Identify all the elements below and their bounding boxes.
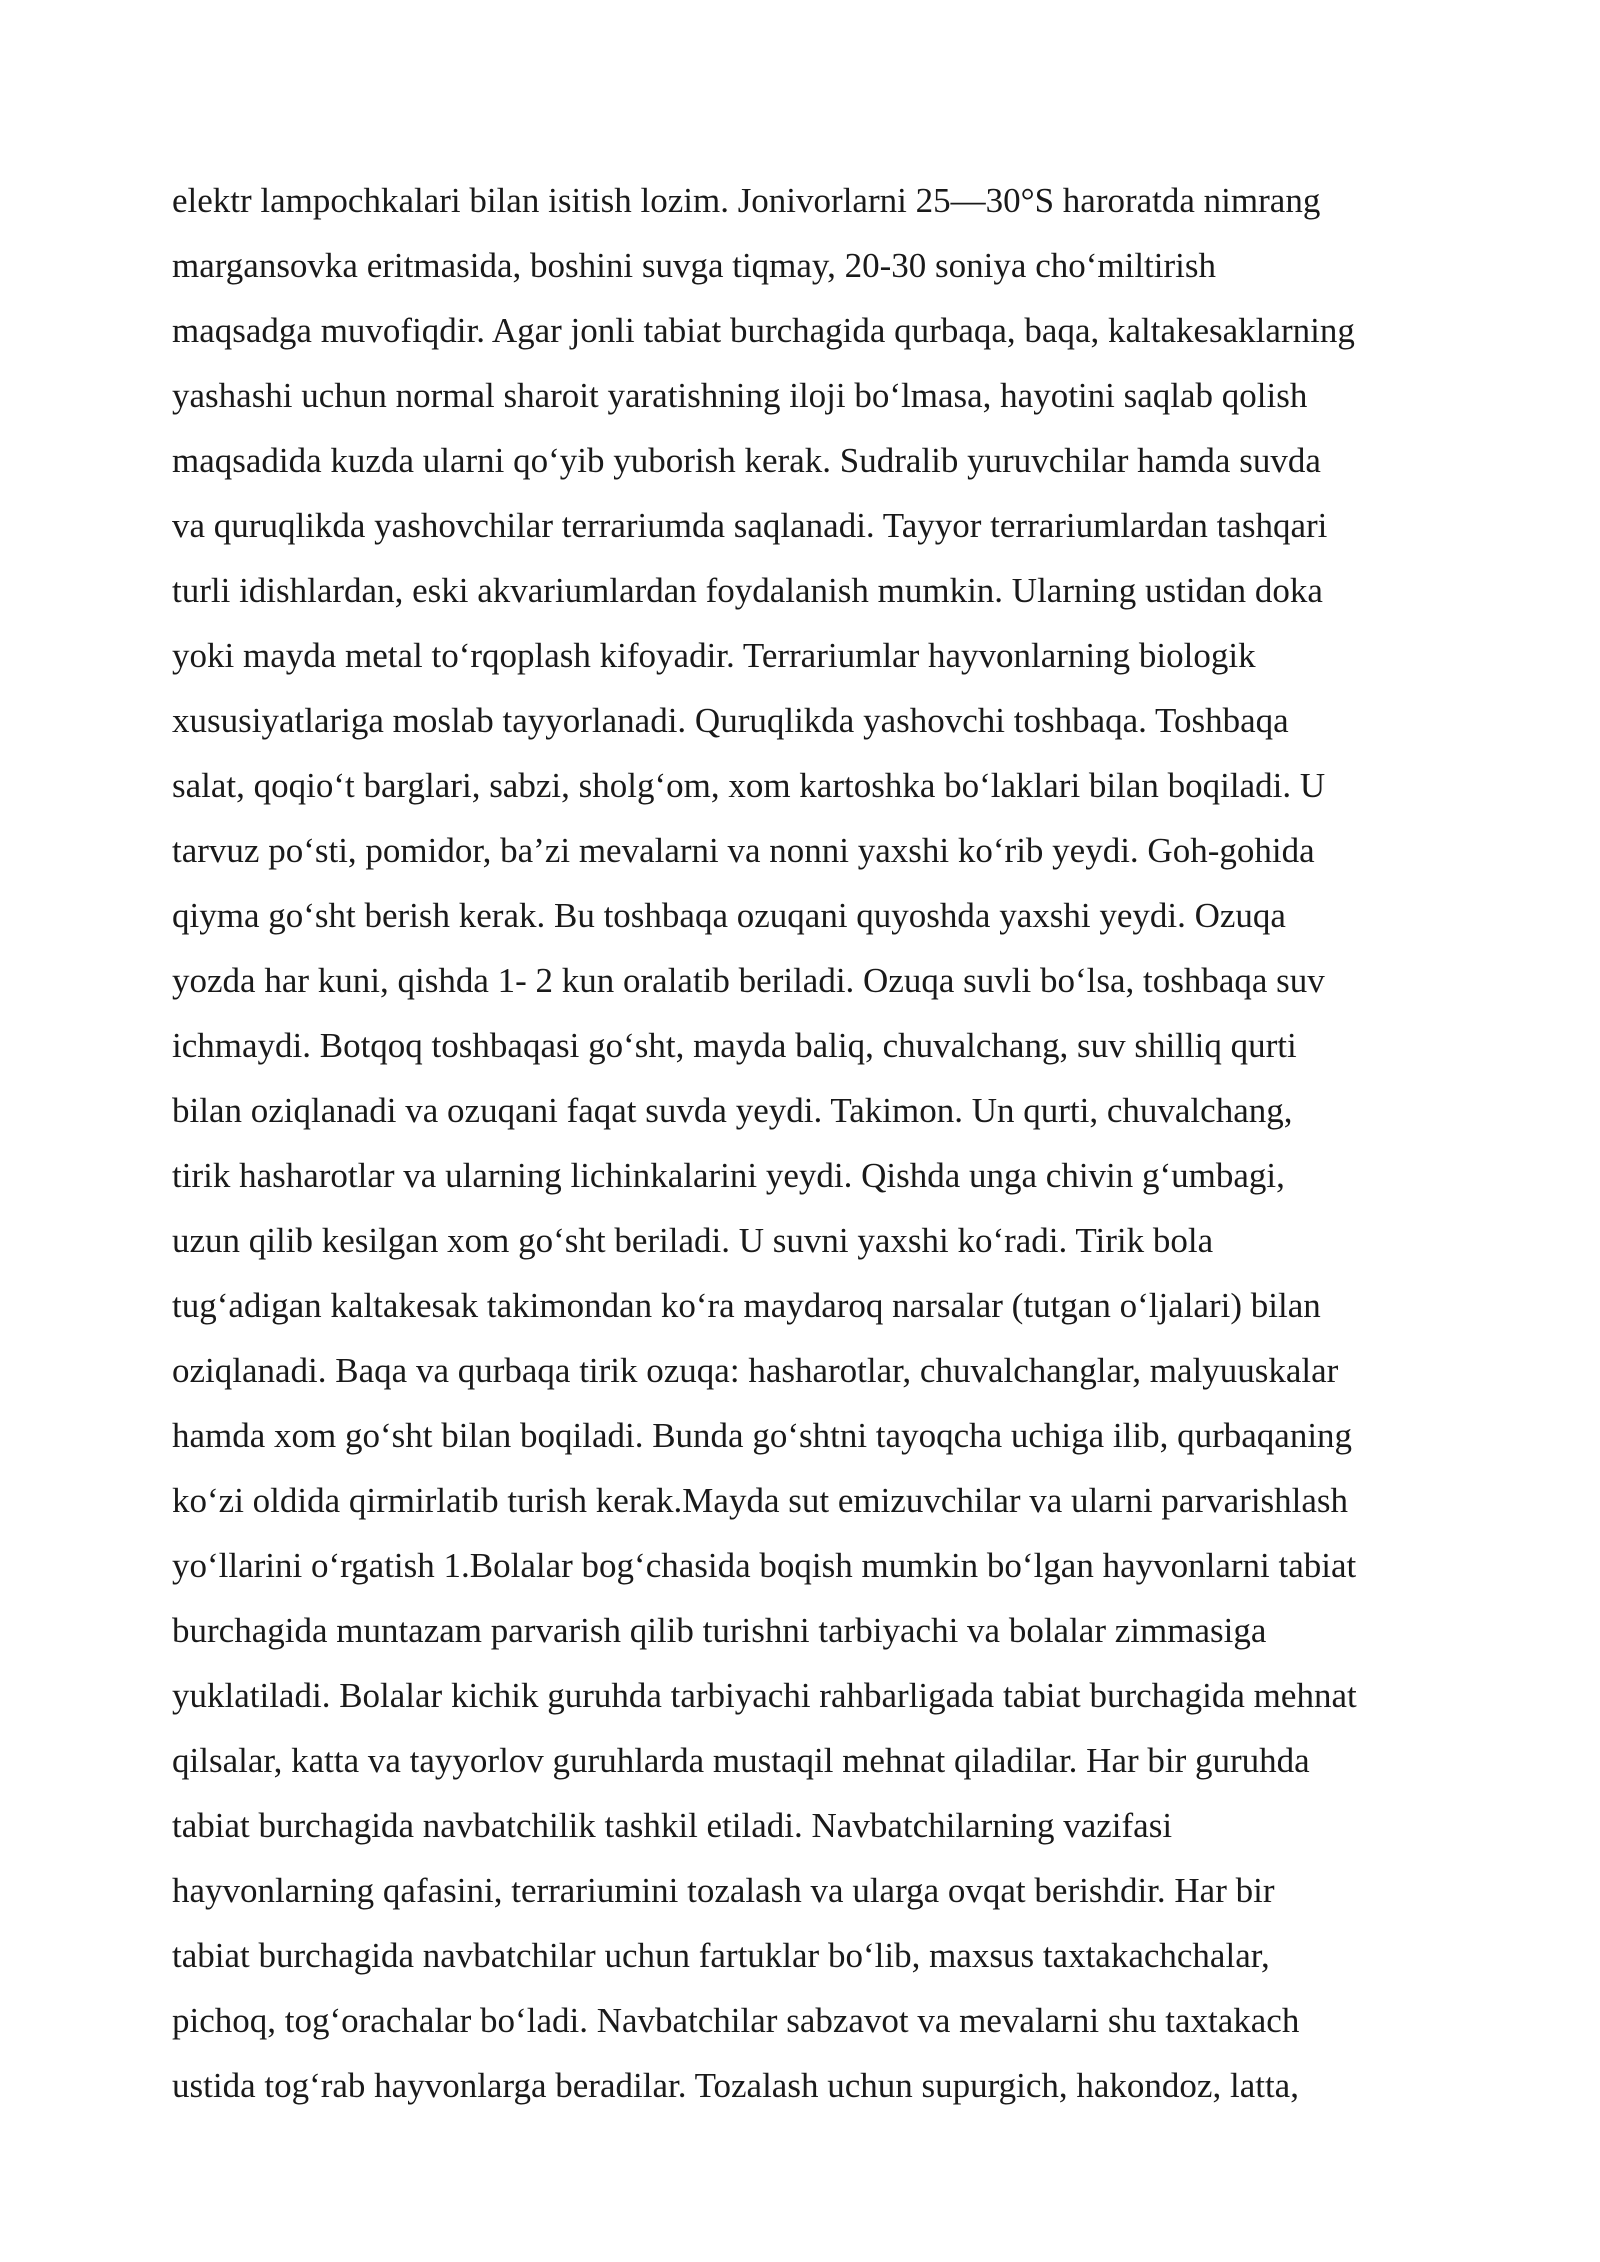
text-line: qilsalar, katta va tayyorlov guruhlarda mustaqil mehnat qiladilar. Har bir guruhda <box>172 1741 1310 1780</box>
text-line: elektr lampochkalari bilan isitish lozim. Jonivorlarni 25—30°S haroratda nimrang <box>172 181 1321 220</box>
text-line: xususiyatlariga moslab tayyorlanadi. Quruqlikda yashovchi toshbaqa. Toshbaqa <box>172 701 1289 740</box>
text-line: uzun qilib kesilgan xom goʻsht beriladi. U suvni yaxshi koʻradi. Tirik bola <box>172 1221 1214 1260</box>
text-line: turli idishlardan, eski akvariumlardan foydalanish mumkin. Ularning ustidan doka <box>172 571 1323 610</box>
text-line: yoki mayda metal toʻrqoplash kifoyadir. Terrariumlar hayvonlarning biologik <box>172 636 1256 675</box>
text-line: ustida togʻrab hayvonlarga beradilar. Tozalash uchun supurgich, hakondoz, latta, <box>172 2066 1299 2105</box>
text-line: salat, qoqioʻt barglari, sabzi, sholgʻom, xom kartoshka boʻlaklari bilan boqiladi. U <box>172 766 1326 805</box>
text-line: pichoq, togʻorachalar boʻladi. Navbatchilar sabzavot va mevalarni shu taxtakach <box>172 2001 1300 2040</box>
text-line: yuklatiladi. Bolalar kichik guruhda tarbiyachi rahbarligada tabiat burchagida mehnat <box>172 1676 1357 1715</box>
text-line: yoʻllarini oʻrgatish 1.Bolalar bogʻchasida boqish mumkin boʻlgan hayvonlarni tabiat <box>172 1546 1357 1585</box>
text-line: hayvonlarning qafasini, terrariumini tozalash va ularga ovqat berishdir. Har bir <box>172 1871 1275 1910</box>
text-line: tugʻadigan kaltakesak takimondan koʻra maydaroq narsalar (tutgan oʻljalari) bilan <box>172 1286 1321 1325</box>
text-line: bilan oziqlanadi va ozuqani faqat suvda yeydi. Takimon. Un qurti, chuvalchang, <box>172 1091 1293 1130</box>
text-line: qiyma goʻsht berish kerak. Bu toshbaqa ozuqani quyoshda yaxshi yeydi. Ozuqa <box>172 896 1286 935</box>
text-line: oziqlanadi. Baqa va qurbaqa tirik ozuqa: hasharotlar, chuvalchanglar, malyuuskalar <box>172 1351 1339 1390</box>
text-line: tarvuz poʻsti, pomidor, ba’zi mevalarni va nonni yaxshi koʻrib yeydi. Goh-gohida <box>172 831 1315 870</box>
text-line: hamda xom goʻsht bilan boqiladi. Bunda goʻshtni tayoqcha uchiga ilib, qurbaqaning <box>172 1416 1353 1455</box>
text-line: maqsadga muvofiqdir. Agar jonli tabiat burchagida qurbaqa, baqa, kaltakesaklarning <box>172 311 1355 350</box>
text-line: va quruqlikda yashovchilar terrariumda saqlanadi. Tayyor terrariumlardan tashqari <box>172 506 1328 545</box>
text-line: tabiat burchagida navbatchilik tashkil etiladi. Navbatchilarning vazifasi <box>172 1806 1173 1845</box>
text-line: maqsadida kuzda ularni qoʻyib yuborish kerak. Sudralib yuruvchilar hamda suvda <box>172 441 1321 480</box>
text-line: yashashi uchun normal sharoit yaratishning iloji boʻlmasa, hayotini saqlab qolish <box>172 376 1308 415</box>
text-line: yozda har kuni, qishda 1- 2 kun oralatib beriladi. Ozuqa suvli boʻlsa, toshbaqa suv <box>172 961 1325 1000</box>
text-line: burchagida muntazam parvarish qilib turishni tarbiyachi va bolalar zimmasiga <box>172 1611 1267 1650</box>
body-text <box>172 168 1472 2118</box>
text-line: margansovka eritmasida, boshini suvga tiqmay, 20-30 soniya choʻmiltirish <box>172 246 1217 285</box>
text-line: tabiat burchagida navbatchilar uchun fartuklar boʻlib, maxsus taxtakachchalar, <box>172 1936 1270 1975</box>
text-line: koʻzi oldida qirmirlatib turish kerak.Mayda sut emizuvchilar va ularni parvarishlash <box>172 1481 1349 1520</box>
text-line: tirik hasharotlar va ularning lichinkalarini yeydi. Qishda unga chivin gʻumbagi, <box>172 1156 1285 1195</box>
text-line: ichmaydi. Botqoq toshbaqasi goʻsht, mayda baliq, chuvalchang, suv shilliq qurti <box>172 1026 1297 1065</box>
